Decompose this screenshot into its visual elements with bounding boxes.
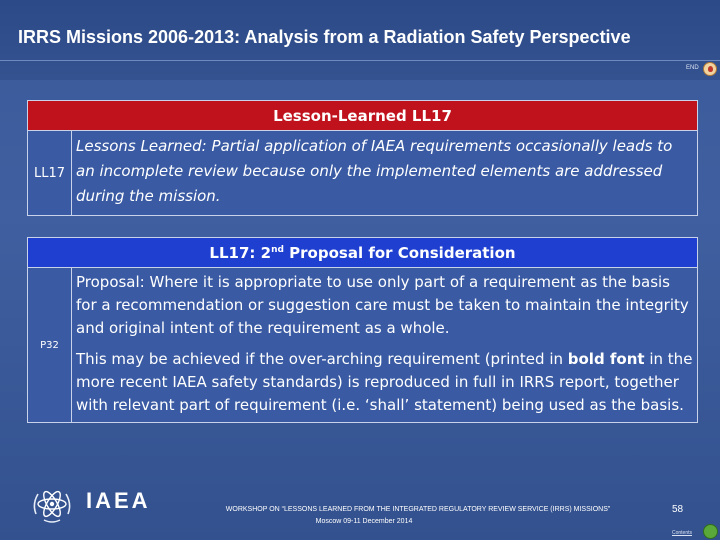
lesson-lead: Lessons Learned: <box>76 137 207 155</box>
lesson-side-label: LL17 <box>28 131 72 216</box>
proposal-table <box>27 237 698 423</box>
lesson-heading <box>28 101 698 131</box>
footer-org-name: IAEA <box>86 488 151 513</box>
proposal-heading <box>28 238 698 268</box>
contents-link[interactable]: Contents <box>672 530 693 536</box>
proposal-paragraph-2 <box>76 348 693 417</box>
iaea-atom-logo-icon <box>30 484 74 528</box>
slide-title: IRRS Missions 2006-2013: Analysis from a Radiation Safety Perspective <box>18 27 631 47</box>
proposal-body <box>72 268 698 423</box>
proposal-heading-prefix: LL17: 2 <box>209 243 272 262</box>
footer-place: Moscow 09-11 December 2014 <box>315 518 413 525</box>
lesson-table <box>27 100 698 216</box>
lesson-body <box>72 131 698 216</box>
end-link[interactable]: END <box>686 65 699 71</box>
proposal-side-label: P32 <box>28 268 72 423</box>
contents-button-icon[interactable] <box>703 524 718 539</box>
lesson-text: Partial application of IAEA requirements occasionally leads to an incomplete review because only the implemented elements are addressed during the mission. <box>76 137 673 205</box>
proposal-heading-suffix: Proposal for Consideration <box>283 243 516 262</box>
proposal-text: Where it is appropriate to use only part of a requirement as the basis for a recommendation or suggestion care must be taken to maintain the integrity and original intent of the requirement as a whole. <box>76 273 689 337</box>
lesson-heading-text: Lesson-Learned LL17 <box>273 106 452 125</box>
page-number: 58 <box>672 504 684 515</box>
para2-before: This may be achieved if the over-arching requirement (printed in <box>76 350 568 368</box>
footer-workshop: WORKSHOP ON “LESSONS LEARNED FROM THE INTEGRATED REGULATORY REVIEW SERVICE (IRRS) MISSIONS” <box>225 506 611 513</box>
end-button-icon[interactable] <box>703 62 717 76</box>
proposal-paragraph-1 <box>76 271 693 340</box>
proposal-lead: Proposal: <box>76 273 145 291</box>
para2-bold: bold font <box>567 350 645 368</box>
proposal-heading-sup: nd <box>271 244 284 255</box>
para2-after: in the more recent IAEA safety standards) is reproduced in full in IRRS report, together with relevant part of requirement (i.e. ‘shall’ statement) being used as the basis. <box>76 350 693 414</box>
title-divider <box>0 60 720 61</box>
